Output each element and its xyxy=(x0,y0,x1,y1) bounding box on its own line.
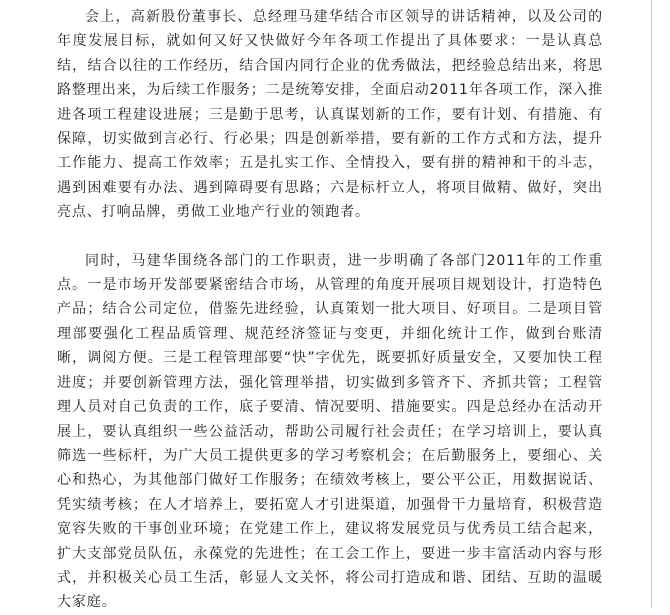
article-body xyxy=(57,5,603,615)
paragraph-meeting-requirements: 会上，高新股份董事长、总经理马建华结合市区领导的讲话精神，以及公司的年度发展目标，就如何又好又快做好今年各项工作提出了具体要求：一是认真总结，结合以往的工作经历，结合国内同行企业的优秀做法，把经验总结出来，将思路整理出来，为后续工作服务；二是统筹安排，全面启动2011年各项工作，深入推进各项工程建设进展；三是勤于思考，认真谋划新的工作，要有计划、有措施、有保障，切实做到言必行、行必果；四是创新举措，要有新的工作方式和方法，提升工作能力、提高工作效率；五是扎实工作、全情投入，要有拼的精神和干的斗志，遇到困难要有办法、遇到障碍要有思路；六是标杆立人，将项目做精、做好，突出亮点、打响品牌，勇做工业地产行业的领跑者。 xyxy=(57,9,603,221)
paragraph-department-priorities: 同时，马建华围绕各部门的工作职责，进一步明确了各部门2011年的工作重点。一是市场开发部要紧密结合市场，从管理的角度开展项目规划设计，打造特色产品；结合公司定位，借鉴先进经验，认真策划一批大项目、好项目。二是项目管理部要强化工程品质管理、规范经济签证与变更，并细化统计工作，做到台账清晰，调阅方便。三是工程管理部要“快”字优先，既要抓好质量安全，又要加快工程进度；并要创新管理方法，强化管理举措，切实做到多管齐下、齐抓共管；工程管理人员对自己负责的工作，底子要清、情况要明、措施要实。四是总经办在活动开展上，要认真组织一些公益活动，帮助公司履行社会责任；在学习培训上，要认真筛选一些标杆，为广大员工提供更多的学习考察机会；在后勤服务上，要细心、关心和热心，为其他部门做好工作服务；在绩效考核上，要公平公正，用数据说话、凭实绩考核；在人才培养上，要拓宽人才引进渠道，加强骨干力量培育，积极营造宽容失败的干事创业环境；在党建工作上，建议将发展党员与优秀员工结合起来，扩大支部党员队伍，永葆党的先进性；在工会工作上，要进一步丰富活动内容与形式，并积极关心员工生活，彰显人文关怀，将公司打造成和谐、团结、互助的温暖大家庭。 xyxy=(57,252,603,611)
